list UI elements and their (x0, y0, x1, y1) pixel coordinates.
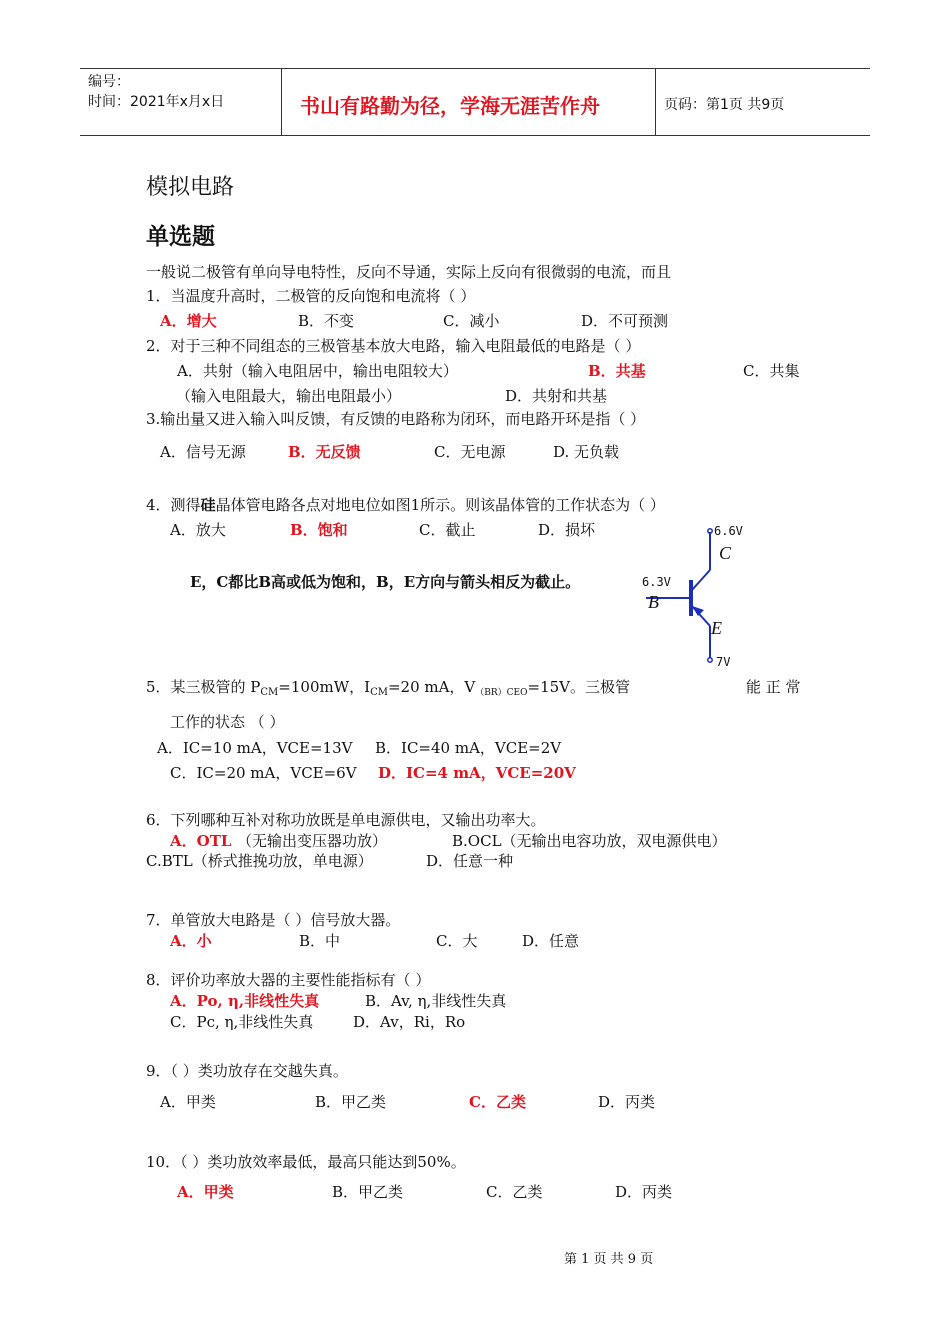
q6-option-c: C.BTL（桥式推挽功放，单电源） (146, 852, 373, 870)
q3-option-b: B．无反馈 (288, 443, 361, 461)
q9-stem: 9．（ ）类功放存在交越失真。 (146, 1062, 348, 1080)
q6-option-a-note: （无输出变压器功放） (237, 832, 388, 850)
q7-option-b: B．中 (299, 932, 341, 950)
q5-sub-cm2: CM (370, 687, 388, 698)
q1-option-a: A．增大 (160, 312, 217, 330)
q10-option-c: C．乙类 (486, 1183, 543, 1201)
q4-stem (146, 495, 665, 515)
q9-option-b: B．甲乙类 (315, 1093, 387, 1111)
q7-option-a: A．小 (170, 932, 212, 950)
q10-option-d: D．丙类 (615, 1183, 673, 1201)
q6-option-d: D．任意一种 (426, 852, 514, 870)
q5-option-a: A．IC=10 mA，VCE=13V (157, 739, 353, 757)
q7-option-d: D．任意 (522, 932, 580, 950)
q1-option-c: C．减小 (443, 312, 500, 330)
q5-stem-d: =15V。三极管 (527, 678, 630, 696)
fig-b: B (648, 592, 659, 612)
q5-line2: 工作的状态 （ ） (170, 713, 285, 731)
q8-option-a: A．Po, η,非线性失真 (170, 992, 320, 1010)
emitter-arrow-icon (692, 606, 704, 616)
header-bottom-rule (80, 135, 870, 136)
q7-stem: 7．单管放大电路是（ ）信号放大器。 (146, 911, 401, 929)
q10-option-b: B．甲乙类 (332, 1183, 404, 1201)
q2-option-b: B．共基 (588, 362, 646, 380)
transistor-figure (640, 524, 760, 674)
intro-text: 一般说二极管有单向导电特性，反向不导通，实际上反向有很微弱的电流，而且 (146, 263, 672, 281)
q4-option-d: D．损坏 (538, 521, 596, 539)
q4-option-b: B．饱和 (290, 521, 348, 539)
q4-option-c: C．截止 (419, 521, 476, 539)
q6-option-b: B.OCL（无输出电容功放，双电源供电） (452, 832, 727, 850)
q4-option-a: A．放大 (170, 521, 226, 539)
q3-option-d: D. 无负载 (553, 443, 620, 461)
q2-stem: 2．对于三种不同组态的三极管基本放大电路，输入电阻最低的电路是（ ） (146, 337, 641, 355)
q10-option-a: A．甲类 (177, 1183, 234, 1201)
q5-stem-a: 5．某三极管的 P (146, 678, 261, 696)
emitter-terminal (708, 658, 712, 662)
q10-stem: 10．（ ）类功放效率最低，最高只能达到50%。 (146, 1153, 466, 1171)
collector-lead (692, 570, 710, 590)
fig-e: E (711, 618, 722, 638)
header-number: 编号： (88, 74, 130, 90)
q1-stem: 1．当温度升高时，二极管的反向饱和电流将（ ） (146, 287, 476, 305)
fig-vc: 6.6V (714, 524, 743, 538)
q5-sub-cm: CM (260, 687, 279, 698)
q9-option-c: C．乙类 (469, 1093, 526, 1111)
q3-option-a: A．信号无源 (160, 443, 246, 461)
q5-stem-c: =20 mA，V (387, 678, 476, 696)
page-footer: 第 1 页 共 9 页 (564, 1252, 654, 1267)
fig-vb: 6.3V (642, 575, 671, 589)
q5-tail: 能 正 常 (746, 678, 801, 696)
q2-option-a: A．共射（输入电阻居中，输出电阻较大） (177, 362, 458, 380)
collector-terminal (708, 529, 712, 533)
header-top-rule (80, 68, 870, 69)
q5-sub-br: （BR）CEO (475, 688, 528, 698)
q5-option-b: B．IC=40 mA，VCE=2V (375, 739, 562, 757)
header-page-code: 页码：第1页 共9页 (664, 97, 785, 113)
doc-title: 模拟电路 (146, 175, 235, 200)
q3-option-c: C．无电源 (434, 443, 506, 461)
section-heading: 单选题 (146, 224, 215, 250)
q9-option-d: D．丙类 (598, 1093, 656, 1111)
fig-c: C (719, 543, 732, 563)
q4-stem-pre: 4．测得 (146, 496, 201, 514)
q2-option-d: D．共射和共基 (505, 387, 608, 405)
q5-stem (146, 677, 630, 703)
q7-option-c: C．大 (436, 932, 478, 950)
q8-option-b: B．Av, η,非线性失真 (365, 992, 507, 1010)
q9-option-a: A．甲类 (160, 1093, 216, 1111)
q2-option-c: C．共集 (743, 362, 800, 380)
q8-stem: 8．评价功率放大器的主要性能指标有（ ） (146, 971, 431, 989)
header-time: 时间：2021年x月x日 (88, 94, 225, 110)
q5-option-d: D．IC=4 mA，VCE=20V (378, 764, 576, 782)
q5-option-c: C．IC=20 mA，VCE=6V (170, 764, 357, 782)
q8-option-c: C．Pc, η,非线性失真 (170, 1013, 314, 1031)
q4-stem-bold: 硅 (200, 496, 216, 514)
header-motto: 书山有路勤为径，学海无涯苦作舟 (300, 94, 600, 118)
q6-option-a: A．OTL (170, 832, 232, 850)
q1-option-d: D．不可预测 (581, 312, 669, 330)
q2-option-c-note: （输入电阻最大，输出电阻最小） (176, 387, 402, 405)
q1-option-b: B．不变 (298, 312, 355, 330)
q4-note: E，C都比B高或低为饱和，B，E方向与箭头相反为截止。 (190, 573, 581, 591)
q6-stem: 6．下列哪种互补对称功放既是单电源供电，又输出功率大。 (146, 811, 546, 829)
q5-stem-b: =100mW，I (278, 678, 371, 696)
fig-ve: 7V (716, 655, 731, 669)
header-divider-left (281, 68, 282, 136)
header-divider-right (655, 68, 656, 136)
q4-stem-post: 晶体管电路各点对地电位如图1所示。则该晶体管的工作状态为（ ） (215, 496, 665, 514)
q3-stem: 3.输出量又进入输入叫反馈，有反馈的电路称为闭环，而电路开环是指（ ） (146, 410, 646, 428)
q8-option-d: D．Av，Ri，Ro (353, 1013, 466, 1031)
